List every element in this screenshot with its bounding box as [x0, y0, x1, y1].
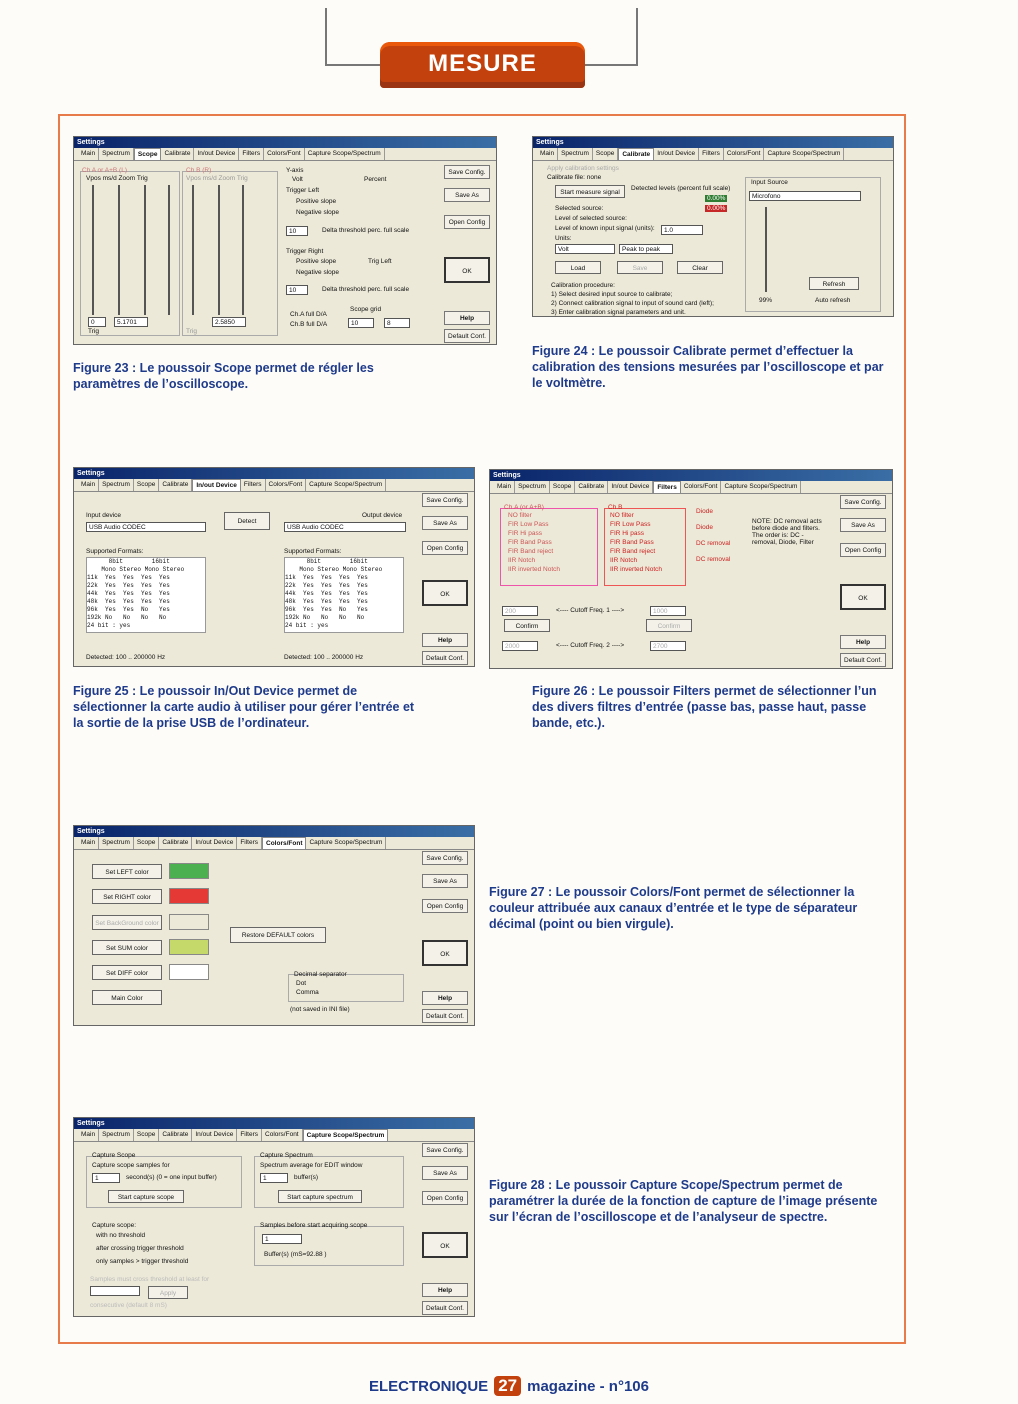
tab-colors[interactable]: Colors/Font: [266, 479, 307, 491]
chb-slider-2[interactable]: [218, 185, 220, 315]
cha-trig-checkbox[interactable]: Trig: [88, 328, 99, 335]
detect-button[interactable]: Detect: [224, 512, 270, 530]
start-capture-spectrum-button[interactable]: Start capture spectrum: [278, 1190, 362, 1203]
no-threshold-radio[interactable]: with no threshold: [96, 1232, 146, 1239]
refresh-button[interactable]: Refresh: [809, 277, 859, 290]
tab-calibrate[interactable]: Calibrate: [575, 481, 608, 493]
cha-slider-4[interactable]: [168, 185, 170, 315]
tab-spectrum[interactable]: Spectrum: [558, 148, 593, 160]
cha-filter-opt[interactable]: IIR Notch: [508, 557, 536, 564]
chb-filter-opt[interactable]: FIR Hi pass: [610, 530, 644, 537]
dc-note: NOTE: DC removal acts before diode and filters. The order is: DC - removal, Diode, Filter: [752, 518, 822, 546]
chb-slider-3[interactable]: [242, 185, 244, 315]
chb-filter-list: [610, 512, 662, 573]
selected-source-label: Selected source:: [555, 205, 604, 212]
capture-spectrum-label: Capture Spectrum: [260, 1152, 313, 1159]
threshold-hold-field[interactable]: [90, 1286, 140, 1296]
fig25-window: [73, 467, 475, 667]
default-conf-button[interactable]: Default Conf.: [422, 1009, 468, 1023]
chb-label: Ch B (R): [186, 167, 212, 174]
delta-left-field[interactable]: 10: [286, 226, 308, 236]
fig23-window: [73, 136, 497, 345]
cutoff2-label: <---- Cutoff Freq. 2 ---->: [556, 642, 625, 649]
trig-left-checkbox[interactable]: Trig Left: [368, 258, 392, 265]
tab-spectrum[interactable]: Spectrum: [99, 479, 134, 491]
tab-bar: [74, 1129, 474, 1142]
tab-filters[interactable]: Filters: [239, 148, 264, 160]
chb-slider-1[interactable]: [192, 185, 194, 315]
cal-step-1: 1) Select desired input source to calibrate;: [551, 291, 673, 298]
level-selected-label: Level of selected source:: [555, 215, 627, 222]
clear-button[interactable]: Clear: [677, 261, 723, 274]
cal-step-2: 2) Connect calibration signal to input of sound card (left);: [551, 300, 714, 307]
fig23-caption: Figure 23 : Le poussoir Scope permet de régler les paramètres de l’oscilloscope.: [73, 361, 374, 391]
tab-bar: [74, 148, 496, 161]
tab-spectrum[interactable]: Spectrum: [515, 481, 550, 493]
level-known-field[interactable]: 1.0: [661, 225, 703, 235]
tab-filters[interactable]: Filters: [237, 837, 262, 849]
pos-slope-radio[interactable]: Positive slope: [296, 198, 337, 205]
capture-scope-label: Capture Scope: [92, 1152, 136, 1159]
tab-bar: [74, 479, 474, 492]
cha-offset-field[interactable]: 0: [88, 317, 106, 327]
formats-out-table: 8bit 16bit Mono Stereo Mono Stereo 11k Yes Yes Yes Yes 22k Yes Yes Yes Yes 44k Yes Yes Yes Yes 48k Yes Yes Yes Yes 96k Yes Yes No Yes 192k No No No No 24 bit : yes: [284, 557, 404, 633]
tab-capture[interactable]: Capture Scope/Spectrum: [303, 1129, 389, 1141]
input-device-select[interactable]: USB Audio CODEC: [86, 522, 206, 532]
tab-calibrate[interactable]: Calibrate: [161, 148, 194, 160]
detected-out-label: Detected: 100 .. 200000 Hz: [284, 654, 364, 661]
capture-scope-mode-label: Capture scope:: [92, 1222, 137, 1229]
ok-button[interactable]: OK: [422, 940, 468, 966]
open-config-button[interactable]: Open Config: [422, 899, 468, 913]
delta-left-label: Delta threshold perc. full scale: [322, 227, 410, 234]
window-title: Settings: [490, 470, 892, 481]
diode-b-checkbox[interactable]: Diode: [696, 524, 713, 531]
diff-color-swatch: [169, 964, 209, 980]
spectrum-avg-label: Spectrum average for EDIT window: [260, 1162, 363, 1169]
save-config-button[interactable]: Save Config.: [422, 851, 468, 865]
cha-slider-1[interactable]: [92, 185, 94, 315]
set-right-color-button[interactable]: Set RIGHT color: [92, 889, 162, 904]
restore-default-colors-button[interactable]: Restore DEFAULT colors: [230, 927, 326, 943]
fig28-caption: Figure 28 : Le poussoir Capture Scope/Spectrum permet de paramétrer la durée de la fonction de capture de l’image présente sur l’écran de l’oscilloscope et de l’analyseur de spectre.: [489, 1178, 878, 1224]
tab-colors[interactable]: Colors/Font: [262, 837, 306, 849]
window-title: Settings: [74, 1118, 474, 1129]
tab-inout[interactable]: In/out Device: [192, 479, 240, 491]
cutoff1-a-field[interactable]: 200: [502, 606, 538, 616]
right-color-swatch: [169, 888, 209, 904]
level-pct-2: 0.00%: [707, 205, 726, 212]
samples-before-field[interactable]: 1: [262, 1234, 302, 1244]
save-config-button[interactable]: Save Config.: [422, 1143, 468, 1157]
ok-button[interactable]: OK: [422, 1232, 468, 1258]
tab-scope[interactable]: Scope: [134, 1129, 159, 1141]
cha-filter-opt[interactable]: FIR Band Pass: [508, 539, 552, 546]
input-level-slider[interactable]: [765, 207, 767, 292]
level-pct-1: 0.00%: [707, 195, 726, 202]
tab-capture[interactable]: Capture Scope/Spectrum: [764, 148, 844, 160]
tab-spectrum[interactable]: Spectrum: [99, 148, 134, 160]
tab-inout[interactable]: In/out Device: [192, 837, 237, 849]
tab-capture[interactable]: Capture Scope/Spectrum: [306, 837, 386, 849]
fig28-window: [73, 1117, 475, 1317]
save-config-button[interactable]: Save Config.: [422, 493, 468, 507]
cutoff2-a-field[interactable]: 2000: [502, 641, 538, 651]
confirm-a-button[interactable]: Confirm: [504, 619, 550, 632]
open-config-button[interactable]: Open Config: [422, 1191, 468, 1205]
bkgd-color-swatch: [169, 914, 209, 930]
chb-columns: Vpos ms/d Zoom Trig: [186, 175, 248, 182]
samples-before-label: Samples before start acquiring scope: [260, 1222, 368, 1229]
auto-refresh-checkbox[interactable]: Auto refresh: [815, 297, 851, 304]
help-button[interactable]: Help: [840, 635, 886, 649]
chb-trig-checkbox[interactable]: Trig: [186, 328, 197, 335]
set-diff-color-button[interactable]: Set DIFF color: [92, 965, 162, 980]
start-measure-button[interactable]: Start measure signal: [555, 185, 625, 198]
cha-filter-opt[interactable]: FIR Low Pass: [508, 521, 549, 528]
tab-filters[interactable]: Filters: [241, 479, 266, 491]
decimal-label: Decimal separator: [294, 971, 347, 978]
tab-bar: [533, 148, 893, 161]
output-device-label: Output device: [362, 512, 403, 519]
tab-filters[interactable]: Filters: [237, 1129, 262, 1141]
open-config-button[interactable]: Open Config: [840, 543, 886, 557]
set-bkgd-color-button[interactable]: Set BackGround color: [92, 915, 162, 930]
set-left-color-button[interactable]: Set LEFT color: [92, 864, 162, 879]
confirm-b-button[interactable]: Confirm: [646, 619, 692, 632]
cha-group: [80, 171, 180, 336]
tab-spectrum[interactable]: Spectrum: [99, 1129, 134, 1141]
peak-select[interactable]: Peak to peak: [619, 244, 673, 254]
only-samples-radio[interactable]: only samples > trigger threshold: [96, 1258, 189, 1265]
output-device-select[interactable]: USB Audio CODEC: [284, 522, 406, 532]
supported-out-label: Supported Formats:: [284, 548, 342, 555]
percent-radio[interactable]: Percent: [364, 176, 387, 183]
grid-x-field[interactable]: 10: [348, 318, 374, 328]
cha-slider-2[interactable]: [118, 185, 120, 315]
cha-value-field[interactable]: 5.1701: [114, 317, 148, 327]
comma-radio[interactable]: Comma: [296, 989, 319, 996]
save-as-button[interactable]: Save As: [422, 1166, 468, 1180]
fig25-caption: Figure 25 : Le poussoir In/Out Device permet de sélectionner la carte audio à utiliser pour gérer l’entrée et la sortie de la prise USB de l’ordinateur.: [73, 684, 415, 730]
level-known-label: Level of known input signal (units):: [555, 225, 655, 232]
page-footer: [0, 1376, 1018, 1396]
supported-in-label: Supported Formats:: [86, 548, 144, 555]
chb-filter-opt[interactable]: NO filter: [610, 512, 634, 519]
fig27-caption: Figure 27 : Le poussoir Colors/Font permet de sélectionner la couleur attribuée aux canaux d’entrée et le type de séparateur décimal (point ou bien virgule).: [489, 885, 858, 931]
tab-main[interactable]: Main: [78, 479, 99, 491]
tab-filters[interactable]: Filters: [653, 481, 681, 493]
tab-inout[interactable]: In/out Device: [194, 148, 239, 160]
sum-color-swatch: [169, 939, 209, 955]
save-as-button[interactable]: Save As: [422, 516, 468, 530]
trig-right-label: Trigger Right: [286, 248, 324, 255]
cha-filter-opt[interactable]: IIR inverted Notch: [508, 566, 561, 573]
input-level-pct: 99%: [759, 297, 773, 304]
fig26-window: [489, 469, 893, 669]
trig-left-label: Trigger Left: [286, 187, 319, 194]
apply-button[interactable]: Apply: [148, 1286, 188, 1299]
dot-radio[interactable]: Dot: [296, 980, 307, 987]
chb-filter-opt[interactable]: IIR Notch: [610, 557, 638, 564]
fig27-window: [73, 825, 475, 1026]
chb-filter-opt[interactable]: FIR Band reject: [610, 548, 656, 555]
window-title: Settings: [74, 826, 474, 837]
dc-removal-b-checkbox[interactable]: DC removal: [696, 556, 731, 563]
default-conf-button[interactable]: Default Conf.: [422, 651, 468, 665]
formats-in-table: 8bit 16bit Mono Stereo Mono Stereo 11k Yes Yes Yes Yes 22k Yes Yes Yes Yes 44k Yes Yes Yes Yes 48k Yes Yes Yes Yes 96k Yes Yes No Yes 192k No No No No 24 bit : yes: [86, 557, 206, 633]
cutoff1-label: <---- Cutoff Freq. 1 ---->: [556, 607, 625, 614]
tab-colors[interactable]: Colors/Font: [681, 481, 722, 493]
threshold-hold-label: Samples must cross threshold at least for: [90, 1276, 210, 1283]
cha-filter-opt[interactable]: FIR Band reject: [508, 548, 554, 555]
neg-slope-right-radio[interactable]: Negative slope: [296, 269, 339, 276]
tab-main[interactable]: Main: [537, 148, 558, 160]
diode-a-checkbox[interactable]: Diode: [696, 508, 713, 515]
default-conf-button[interactable]: Default Conf.: [444, 329, 490, 343]
cha-filter-opt[interactable]: FIR Hi pass: [508, 530, 542, 537]
tab-calibrate[interactable]: Calibrate: [618, 148, 654, 160]
tab-colors[interactable]: Colors/Font: [262, 1129, 303, 1141]
buffers-select[interactable]: 1: [260, 1173, 288, 1183]
buffer-ms-label: Buffer(s) (mS=92.88 ): [264, 1251, 327, 1258]
units-select[interactable]: Volt: [555, 244, 615, 254]
detected-levels-label: Detected levels (percent full scale): [631, 185, 731, 192]
neg-slope-radio[interactable]: Negative slope: [296, 209, 339, 216]
input-device-label: Input device: [86, 512, 122, 519]
tab-filters[interactable]: Filters: [699, 148, 724, 160]
save-config-button[interactable]: Save Config.: [444, 165, 490, 179]
header-line-left: [325, 8, 327, 66]
help-button[interactable]: Help: [422, 1283, 468, 1297]
samples-before-group: [254, 1226, 404, 1266]
seconds-label: second(s) (0 = one input buffer): [126, 1174, 217, 1181]
cal-step-3: 3) Enter calibration signal parameters and unit.: [551, 309, 686, 316]
main-color-button[interactable]: Main Color: [92, 990, 162, 1005]
cutoff2-b-field[interactable]: 2700: [650, 641, 686, 651]
grid-y-field[interactable]: 8: [384, 318, 410, 328]
cha-slider-3[interactable]: [144, 185, 146, 315]
tab-inout[interactable]: In/out Device: [654, 148, 699, 160]
default-conf-button[interactable]: Default Conf.: [840, 653, 886, 667]
tab-scope[interactable]: Scope: [593, 148, 618, 160]
help-button[interactable]: Help: [422, 991, 468, 1005]
save-cal-button[interactable]: Save: [617, 261, 663, 274]
fig24-caption: Figure 24 : Le poussoir Calibrate permet d’effectuer la calibration des tensions mesurées par l’oscilloscope et par le voltmètre.: [532, 344, 884, 390]
input-source-label: Input Source: [751, 179, 788, 186]
tab-bar: [490, 481, 892, 494]
tab-capture[interactable]: Capture Scope/Spectrum: [305, 148, 385, 160]
tab-main[interactable]: Main: [78, 148, 99, 160]
open-config-button[interactable]: Open Config: [444, 215, 490, 229]
tab-calibrate[interactable]: Calibrate: [159, 479, 192, 491]
tab-scope[interactable]: Scope: [134, 148, 162, 160]
seconds-select[interactable]: 1: [92, 1173, 120, 1183]
start-capture-scope-button[interactable]: Start capture scope: [108, 1190, 184, 1203]
ok-button[interactable]: OK: [422, 580, 468, 606]
left-color-swatch: [169, 863, 209, 879]
cha-full-checkbox[interactable]: Ch.A full D/A: [290, 311, 327, 318]
tab-calibrate[interactable]: Calibrate: [159, 1129, 192, 1141]
cutoff1-b-field[interactable]: 1000: [650, 606, 686, 616]
tab-scope[interactable]: Scope: [550, 481, 575, 493]
buffers-label: buffer(s): [294, 1174, 319, 1181]
tab-scope[interactable]: Scope: [134, 837, 159, 849]
input-source-select[interactable]: Microfono: [749, 191, 861, 201]
save-as-button[interactable]: Save As: [840, 518, 886, 532]
volt-radio[interactable]: Volt: [292, 176, 303, 183]
chb-group: [182, 171, 278, 336]
detected-in-label: Detected: 100 .. 200000 Hz: [86, 654, 166, 661]
section-badge: MESURE: [380, 42, 585, 88]
cha-filter-opt[interactable]: NO filter: [508, 512, 532, 519]
default-conf-button[interactable]: Default Conf.: [422, 1301, 468, 1315]
window-title: Settings: [533, 137, 893, 148]
set-sum-color-button[interactable]: Set SUM color: [92, 940, 162, 955]
tab-calibrate[interactable]: Calibrate: [159, 837, 192, 849]
chb-filter-opt[interactable]: FIR Band Pass: [610, 539, 654, 546]
tab-capture[interactable]: Capture Scope/Spectrum: [721, 481, 801, 493]
load-button[interactable]: Load: [555, 261, 601, 274]
open-config-button[interactable]: Open Config: [422, 541, 468, 555]
fig26-caption: Figure 26 : Le poussoir Filters permet de sélectionner l’un des divers filtres d’entrée (passe bas, passe haut, passe bande, etc.).: [532, 684, 877, 730]
tab-spectrum[interactable]: Spectrum: [99, 837, 134, 849]
help-button[interactable]: Help: [422, 633, 468, 647]
save-as-button[interactable]: Save As: [444, 188, 490, 202]
dc-removal-a-checkbox[interactable]: DC removal: [696, 540, 731, 547]
fig24-window: [532, 136, 894, 317]
ok-button[interactable]: OK: [840, 584, 886, 610]
chb-filter-opt[interactable]: IIR inverted Notch: [610, 566, 663, 573]
apply-cal-checkbox[interactable]: Apply calibration settings: [547, 165, 619, 172]
tab-main[interactable]: Main: [78, 1129, 99, 1141]
ok-button[interactable]: OK: [444, 257, 490, 283]
cha-label: Ch A or A+B (L): [82, 167, 127, 174]
footer-left: ELECTRONIQUE: [369, 1378, 489, 1395]
save-as-button[interactable]: Save As: [422, 874, 468, 888]
tab-inout[interactable]: In/out Device: [608, 481, 653, 493]
tab-capture[interactable]: Capture Scope/Spectrum: [306, 479, 386, 491]
help-button[interactable]: Help: [444, 311, 490, 325]
tab-colors[interactable]: Colors/Font: [724, 148, 765, 160]
yaxis-label: Y-axis: [286, 167, 304, 174]
tab-main[interactable]: Main: [78, 837, 99, 849]
tab-main[interactable]: Main: [494, 481, 515, 493]
chb-value-field[interactable]: 2.5850: [212, 317, 246, 327]
tab-scope[interactable]: Scope: [134, 479, 159, 491]
page-number: 27: [494, 1376, 521, 1396]
cal-file-label: Calibrate file: none: [547, 174, 602, 181]
after-crossing-radio[interactable]: after crossing trigger threshold: [96, 1245, 184, 1252]
samples-for-label: Capture scope samples for: [92, 1162, 170, 1169]
cha-columns: Vpos ms/d Zoom Trig: [86, 175, 148, 182]
not-saved-label: (not saved in INI file): [290, 1006, 350, 1013]
delta-right-field[interactable]: 10: [286, 285, 308, 295]
chb-filter-label: Ch.B: [608, 504, 623, 511]
tab-bar: [74, 837, 474, 850]
footer-right: magazine - n°106: [527, 1378, 649, 1395]
tab-inout[interactable]: In/out Device: [192, 1129, 237, 1141]
tab-colors[interactable]: Colors/Font: [264, 148, 305, 160]
consecutive-label: consecutive (default 8 mS): [90, 1302, 167, 1309]
cal-procedure-label: Calibration procedure:: [551, 282, 615, 289]
window-title: Settings: [74, 137, 496, 148]
scope-grid-label: Scope grid: [350, 306, 382, 313]
chb-full-checkbox[interactable]: Ch.B full D/A: [290, 321, 328, 328]
window-title: Settings: [74, 468, 474, 479]
cha-filter-list: [508, 512, 560, 573]
cha-filter-label: Ch.A (or A+B): [504, 504, 544, 511]
units-label: Units:: [555, 235, 572, 242]
header-line-right: [636, 8, 638, 66]
pos-slope-right-radio[interactable]: Positive slope: [296, 258, 337, 265]
save-config-button[interactable]: Save Config.: [840, 495, 886, 509]
chb-filter-opt[interactable]: FIR Low Pass: [610, 521, 651, 528]
delta-right-label: Delta threshold perc. full scale: [322, 286, 410, 293]
decimal-group: [288, 974, 404, 1002]
